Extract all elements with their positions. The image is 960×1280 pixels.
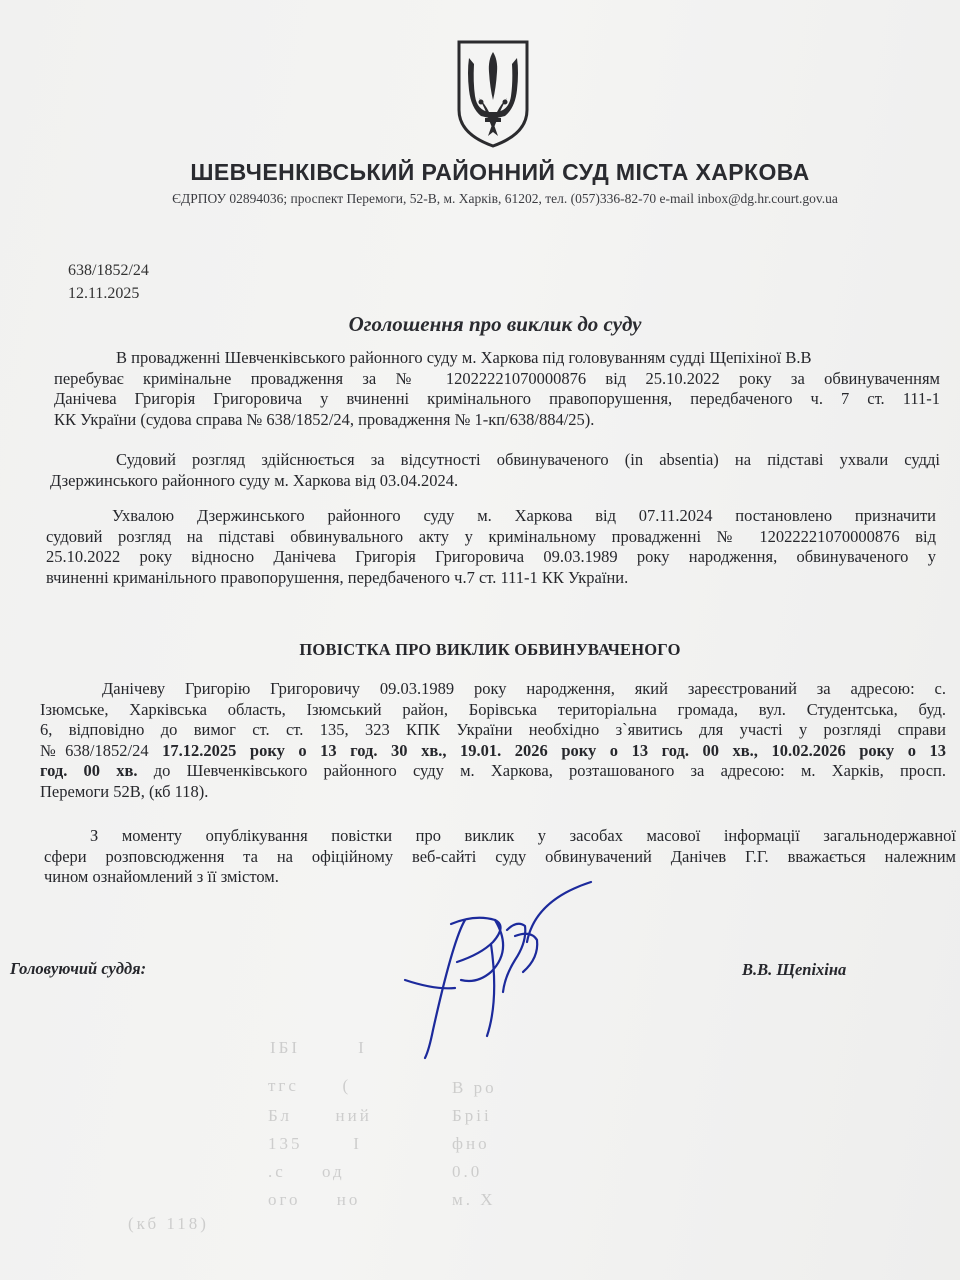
text-line: перебуває кримінальне провадження за № 12022221070000876 від 25.10.2022 року за обвинуваченням — [54, 368, 940, 388]
bleed-through-artifact: В ро — [452, 1078, 497, 1097]
presiding-judge-label: Головуючий суддя: — [10, 959, 147, 978]
text-line — [40, 741, 946, 762]
bleed-through-artifact: Бріі — [452, 1106, 492, 1125]
handwritten-signature — [395, 880, 615, 1070]
text-line: З моменту опублікування повістки про виклик у засобах масової інформації загальнодержавної — [90, 826, 956, 845]
bleed-through-artifact: фно — [452, 1134, 490, 1153]
bleed-through-artifact: м. Х — [452, 1190, 496, 1209]
text-line: В провадженні Шевченківського районного суду м. Харкова під головуванням судді Щепіхіної В.В — [116, 348, 812, 367]
judge-name: В.В. Щепіхіна — [742, 960, 847, 979]
case-number: 638/1852/24 — [68, 262, 149, 279]
text-line: Дзержинського районного суду м. Харкова від 03.04.2024. — [50, 470, 459, 490]
court-address-text: до Шевченківського районного суду м. Харкова, розташованого за адресою: м. Харків, просп. — [137, 761, 946, 780]
paragraph-publication — [44, 826, 956, 888]
tryzub-coat-of-arms-icon — [455, 38, 531, 150]
text-line: Ухвалою Дзержинського районного суду м. Харкова від 07.11.2024 постановлено призначити — [112, 506, 936, 525]
paragraph-summons — [40, 679, 946, 802]
bleed-through-artifact: ΙБΙ Ι — [270, 1038, 367, 1057]
hearing-time: год. 00 хв. — [40, 761, 138, 780]
bleed-through-artifact: ого но — [268, 1190, 361, 1209]
text-line: 25.10.2022 року відносно Данічева Григорія Григоровича 09.03.1989 року народження, обвинуваченого у — [46, 547, 936, 566]
case-ref-text: №638/1852/24 — [40, 740, 163, 760]
text-line — [40, 761, 946, 782]
document-date: 12.11.2025 — [68, 285, 140, 302]
paragraph-ruling — [46, 506, 936, 588]
text-line: Данічеву Григорію Григоровичу 09.03.1989 року народження, який зареєстрований за адресою: с. — [102, 679, 946, 698]
paragraph-in-absentia — [50, 450, 940, 491]
text-line: Данічева Григорія Григоровича у вчиненні кримінального правопорушення, передбаченого ч. 7 ст. 111-1 — [54, 389, 940, 408]
summons-title: ПОВІСТКА ПРО ВИКЛИК ОБВИНУВАЧЕНОГО — [299, 640, 681, 659]
text-line: Перемоги 52В, (кб 118). — [40, 781, 209, 801]
bleed-through-artifact: тгс ( — [268, 1076, 352, 1095]
announcement-title: Оголошення про виклик до суду — [348, 312, 642, 336]
bleed-through-artifact: 135 I — [268, 1134, 362, 1153]
text-line: КК України (судова справа № 638/1852/24, провадження № 1-кп/638/884/25). — [54, 409, 595, 429]
court-contact-details: ЄДРПОУ 02894036; проспект Перемоги, 52-В, м. Харків, 61202, тел. (057)336-82-70 e-mail inbox@dg.hr.court.gov.ua — [172, 191, 838, 206]
bleed-through-artifact: Бл ний — [268, 1106, 372, 1125]
paragraph-proceedings — [54, 348, 940, 430]
text-line: Ізюмське, Харківська область, Ізюмський район, Борівська територіальна громада, вул. Студентська, буд. — [40, 699, 946, 719]
text-line: 6, відповідно до вимог ст. ст. 135, 323 КПК України необхідно з`явитись для участі у розгляді справи — [40, 720, 946, 739]
text-line: судовий розгляд на підставі обвинувального акту у кримінальному провадженні № 12022221070000876 від — [46, 526, 936, 546]
text-line: сфери розповсюдження та на офіційному веб-сайті суду обвинувачений Данічев Г.Г. вважається належним — [44, 846, 956, 866]
bleed-through-artifact: (кб 118) — [128, 1214, 209, 1233]
court-name: ШЕВЧЕНКІВСЬКИЙ РАЙОННИЙ СУД МІСТА ХАРКОВА — [190, 159, 810, 185]
hearing-dates: 17.12.2025 року о 13 год. 30 хв., 19.01. 2026 року о 13 год. 00 хв., 10.02.2026 року о 13 — [162, 740, 946, 760]
bleed-through-artifact: 0.0 — [452, 1162, 483, 1181]
text-line: вчиненні криманільного правопорушення, передбаченого ч.7 ст. 111-1 КК України. — [46, 567, 629, 587]
bleed-through-artifact: .с од — [268, 1162, 345, 1181]
text-line: чином ознайомлений з її змістом. — [44, 867, 279, 886]
text-line: Судовий розгляд здійснюється за відсутності обвинуваченого (in absentia) на підставі ухвали судді — [116, 450, 940, 469]
